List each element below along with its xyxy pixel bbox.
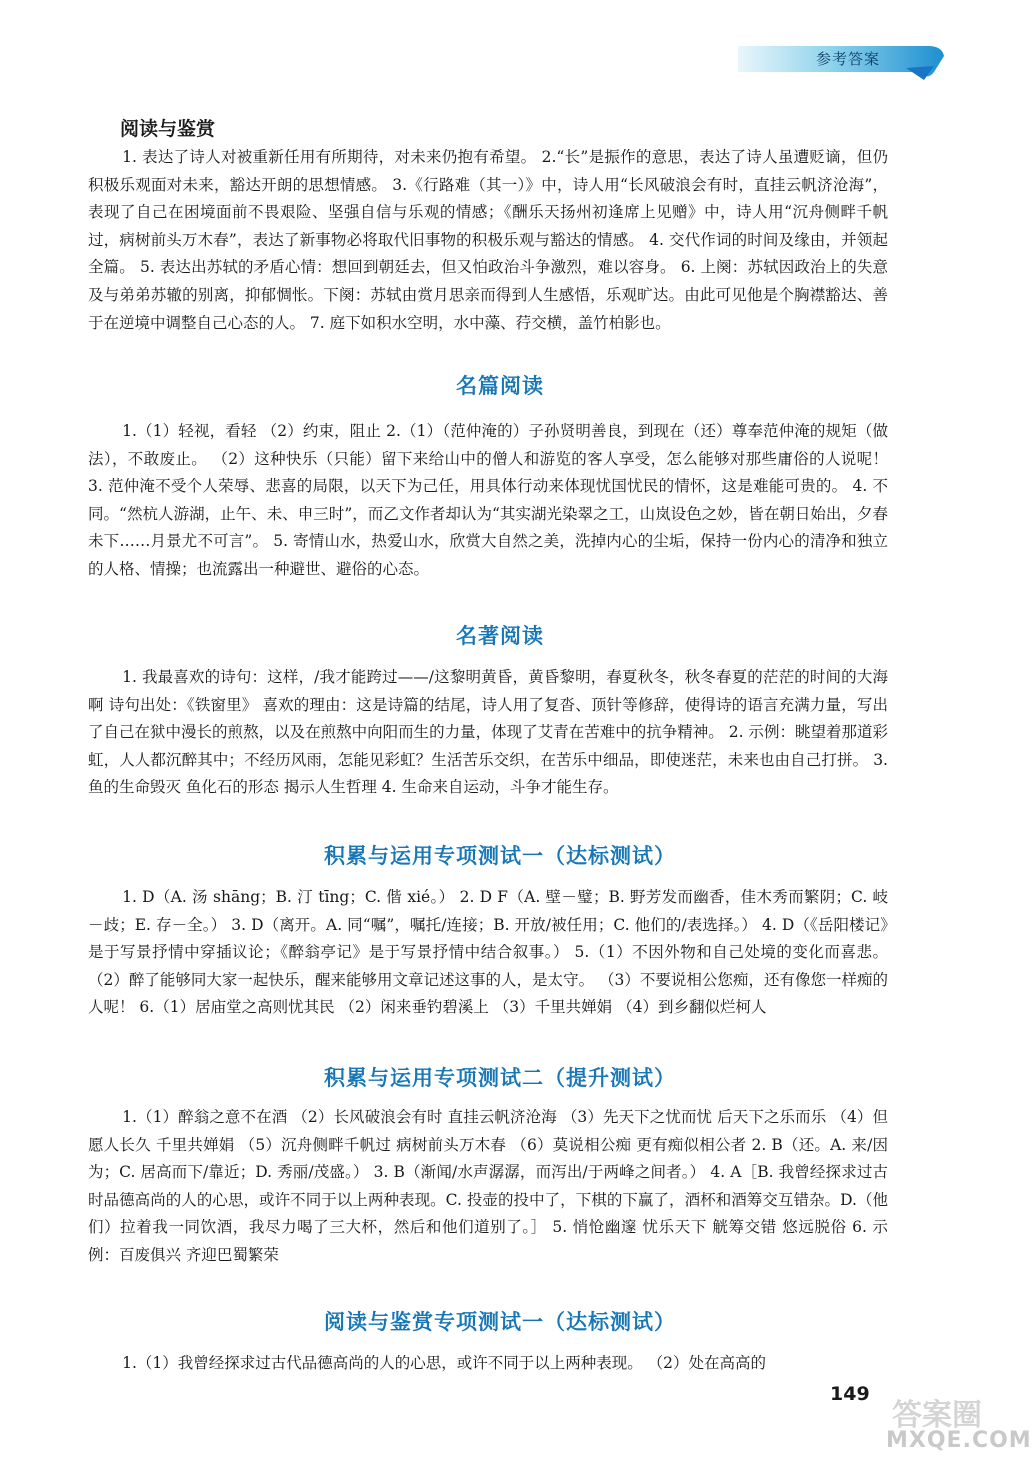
answer-paragraph-test-1: 1. D（A. 汤 shāng；B. 汀 tīng；C. 偕 xié。） 2. D F（A. 壁－璧；B. 野芳发而幽香，佳木秀而繁阴；C. 岐－歧；E. 存－全。） 3. D（离开。A. 同“嘱”，嘱托/连接；B. 开放/被任用；C. 他们的/表选择。） 4. D（《岳阳楼记》是于写景抒情中穿插议论；《醉翁亭记》是于写景抒情中结合叙事。） 5.（1）不因外物和自己处境的变化而喜悲。 （2）醉了能够同大家一起快乐，醒来能够用文章记述这事的人，是太守。 （3）不要说相公您痴，还有像您一样痴的人呢！ 6.（1）居庙堂之高则忧其民 （2）闲来垂钓碧溪上 （3）千里共婵娟 （4）到乡翻似烂柯人 bbox=[88, 888, 893, 1017]
answer-tab bbox=[738, 42, 950, 82]
watermark-site: MXQE.COM bbox=[886, 1428, 1032, 1453]
section-heading-reading: 阅读与鉴赏 bbox=[120, 118, 216, 140]
watermark-logo: 答案圈 bbox=[892, 1398, 982, 1433]
section-title-test-1: 积累与运用专项测试一（达标测试） bbox=[324, 844, 676, 868]
answer-paragraph-famous-essays: 1.（1）轻视，看轻 （2）约束，阻止 2.（1）（范仲淹的）子孙贤明善良，到现在（还）尊奉范仲淹的规矩（做法），不敢废止。 （2）这种快乐（只能）留下来给山中的僧人和游览的客人享受，怎么能够对那些庸俗的人说呢！ 3. 范仲淹不受个人荣辱、悲喜的局限，以天下为己任，用具体行动来体现忧国忧民的情怀，这是难能可贵的。 4. 不同。“然杭人游湖，止午、未、申三时”，而乙文作者却认为“其实湖光染翠之工，山岚设色之妙，皆在朝日始出，夕春未下……月景尤不可言”。 5. 寄情山水，热爱山水，欣赏大自然之美，洗掉内心的尘垢，保持一份内心的清净和独立的人格、情操；也流露出一种避世、避俗的心态。 bbox=[88, 422, 893, 578]
section-title-reading-test-1: 阅读与鉴赏专项测试一（达标测试） bbox=[324, 1310, 676, 1334]
tab-label: 参考答案 bbox=[816, 50, 881, 68]
answer-paragraph-classics: 1. 我最喜欢的诗句：这样，/我才能跨过——/这黎明黄昏，黄昏黎明，春夏秋冬，秋冬春夏的茫茫的时间的大海啊 诗句出处：《铁窗里》 喜欢的理由：这是诗篇的结尾，诗人用了复沓、顶针等修辞，使得诗的语言充满力量，写出了自己在狱中漫长的煎熬，以及在煎熬中向阳而生的力量，体现了艾青在苦难中的抗争精神。 2. 示例：眺望着那道彩虹，人人都沉醉其中；不经历风雨，怎能见彩虹？生活苦乐交织，在苦乐中细品，即使迷茫，未来也由自己打拼。 3. 鱼的生命毁灭 鱼化石的形态 揭示人生哲理 4. 生命来自运动，斗争才能生存。 bbox=[88, 668, 893, 797]
page-number: 149 bbox=[830, 1383, 870, 1405]
answer-paragraph-test-2: 1.（1）醉翁之意不在酒 （2）长风破浪会有时 直挂云帆济沧海 （3）先天下之忧而忧 后天下之乐而乐 （4）但愿人长久 千里共婵娟 （5）沉舟侧畔千帆过 病树前头万木春 （6）莫说相公痴 更有痴似相公者 2. B（还。A. 来/因为；C. 居高而下/靠近；D. 秀丽/茂盛。） 3. B（渐闻/水声潺潺，而泻出/于两峰之间者。） 4. A［B. 我曾经探求过古时品德高尚的人的心思，或许不同于以上两种表现。C. 投壶的投中了，下棋的下赢了，酒杯和酒筹交互错杂。D.（他们）拉着我一同饮酒，我尽力喝了三大杯，然后和他们道别了。］ 5. 悄怆幽邃 忧乐天下 觥筹交错 悠远脱俗 6. 示例：百废俱兴 齐迎巴蜀繁荣 bbox=[88, 1108, 888, 1264]
section-title-test-2: 积累与运用专项测试二（提升测试） bbox=[324, 1066, 676, 1090]
answer-paragraph-reading-test-1: 1.（1）我曾经探求过古代品德高尚的人的心思，或许不同于以上两种表现。 （2）处在高高的 bbox=[122, 1354, 767, 1372]
section-title-classics: 名著阅读 bbox=[456, 624, 544, 648]
section-title-famous-essays: 名篇阅读 bbox=[456, 374, 544, 398]
watermark bbox=[880, 1390, 1032, 1458]
answer-paragraph-reading: 1. 表达了诗人对被重新任用有所期待，对未来仍抱有希望。 2.“长”是振作的意思，表达了诗人虽遭贬谪，但仍积极乐观面对未来，豁达开朗的思想情感。 3.《行路难（其一）》中，诗人用“长风破浪会有时，直挂云帆济沧海”，表现了自己在困境面前不畏艰险、坚强自信与乐观的情感；《酬乐天扬州初逢席上见赠》中，诗人用“沉舟侧畔千帆过，病树前头万木春”，表达了新事物必将取代旧事物的积极乐观与豁达的情感。 4. 交代作词的时间及缘由，并领起全篇。 5. 表达出苏轼的矛盾心情：想回到朝廷去，但又怕政治斗争激烈，难以容身。 6. 上阕：苏轼因政治上的失意及与弟弟苏辙的别离，抑郁惆怅。下阕：苏轼由赏月思亲而得到人生感悟，乐观旷达。由此可见他是个胸襟豁达、善于在逆境中调整自己心态的人。 7. 庭下如积水空明，水中藻、荇交横，盖竹柏影也。 bbox=[88, 148, 888, 332]
